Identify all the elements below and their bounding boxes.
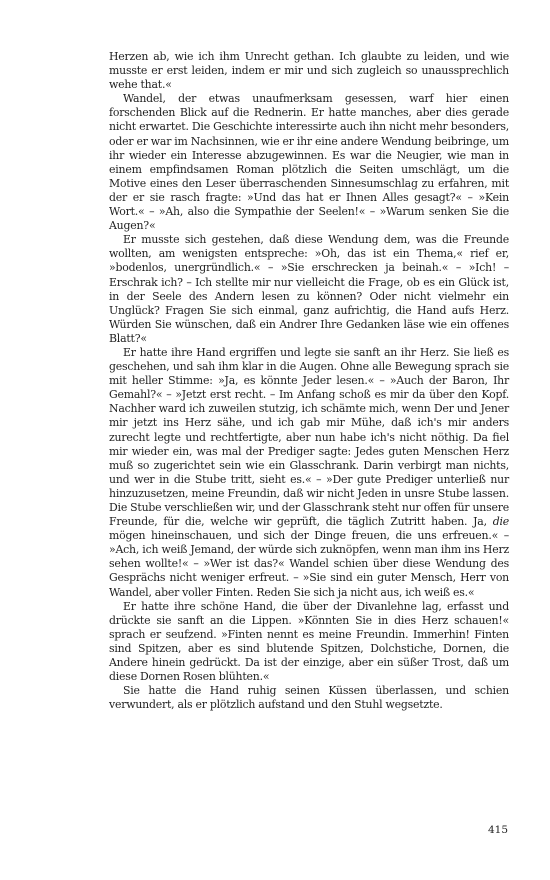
emphasized-word: die [492,515,509,529]
paragraph-text: Er hatte ihre Hand ergriffen und legte sie sanft an ihr Herz. Sie ließ es geschehen, und sah ihm klar in die Augen. Ohne alle Bewegung sprach sie mit heller Stimme: »Ja, es könnte Jeder lesen.« – »Auch der Baron, Ihr Gemahl?« – »Jetzt erst recht. – Im Anfang schoß es mir da über den Kopf. Nachher ward ich zuweilen stutzig, ich schämte mich, wenn Der und Jener mir jetzt ins Herz sähe, und ich gab mir Mühe, daß ich's mir anders zurecht legte und rechtfertigte, aber nun habe ich's nicht nöthig. Da fiel mir wieder ein, was mal der Prediger sagte: Jedes guten Menschen Herz muß so zugerichtet sein wie ein Glasschrank. Darin verbirgt man nichts, und wer in die Stube tritt, sieht es.« – »Der gute Prediger unterließ nur hinzuzusetzen, meine Freundin, daß wir nicht Jeden in unsre Stube lassen. Die Stube verschließen wir, und der Glasschrank steht nur offen für unsere Freunde, für die, welche wir geprüft, die täglich Zutritt haben. Ja, [109,345,509,529]
paragraph: Er hatte ihre schöne Hand, die über der Divanlehne lag, erfasst und drückte sie sanft an die Lippen. »Könnten Sie in dies Herz schauen!« sprach er seufzend. »Finten nennt es meine Freundin. Immerhin! Finten sind Spitzen, aber es sind blutende Spitzen, Dolchstiche, Dornen, die Andere hinein gedrückt. Da ist der einzige, aber ein süßer Trost, daß um diese Dornen Rosen blühten.« [109,599,509,684]
body-text [109,50,509,712]
paragraph: Er musste sich gestehen, daß diese Wendung dem, was die Freunde wollten, am wenigsten entspreche: »Oh, das ist ein Thema,« rief er, »bodenlos, unergründlich.« – »Sie erschrecken ja beinah.« – »Ich! – Erschrak ich? – Ich stellte mir nur vielleicht die Frage, ob es ein Glück ist, in der Seele des Andern lesen zu können? Oder nicht vielmehr ein Unglück? Fragen Sie sich einmal, ganz aufrichtig, die Hand aufs Herz. Würden Sie wünschen, daß ein Andrer Ihre Gedanken läse wie ein offenes Blatt?« [109,233,509,345]
page-number: 415 [487,824,508,836]
paragraph [109,346,509,600]
paragraph: Herzen ab, wie ich ihm Unrecht gethan. Ich glaubte zu leiden, und wie musste er erst leiden, indem er mir und sich zugleich so unaussprechlich wehe that.« [109,50,509,92]
paragraph: Wandel, der etwas unaufmerksam gesessen, warf hier einen forschenden Blick auf die Rednerin. Er hatte manches, aber dies gerade nicht erwartet. Die Geschichte interessirte auch ihn nicht mehr besonders, oder er war im Nachsinnen, wie er ihr eine andere Wendung beibringe, um ihr wieder ein Interesse abzugewinnen. Es war die Neugier, wie man in einem empfindsamen Roman plötzlich die Seiten umschlägt, um die Motive eines den Leser überraschenden Sinnesumschlag zu erfahren, mit der er sie rasch fragte: »Und das hat er Ihnen Alles gesagt?« – »Kein Wort.« – »Ah, also die Sympathie der Seelen!« – »Warum senken Sie die Augen?« [109,92,509,233]
paragraph: Sie hatte die Hand ruhig seinen Küssen überlassen, und schien verwundert, als er plötzlich aufstand und den Stuhl wegsetzte. [109,684,509,712]
paragraph-text: mögen hineinschauen, und sich der Dinge freuen, die uns erfreuen.« – »Ach, ich weiß Jemand, der würde sich zuknöpfen, wenn man ihm ins Herz sehen wollte!« – »Wer ist das?« Wandel schien über diese Wendung des Gesprächs nicht weniger erfreut. – »Sie sind ein guter Mensch, Herr von Wandel, aber voller Finten. Reden Sie sich ja nicht aus, ich weiß es.« [109,529,509,599]
